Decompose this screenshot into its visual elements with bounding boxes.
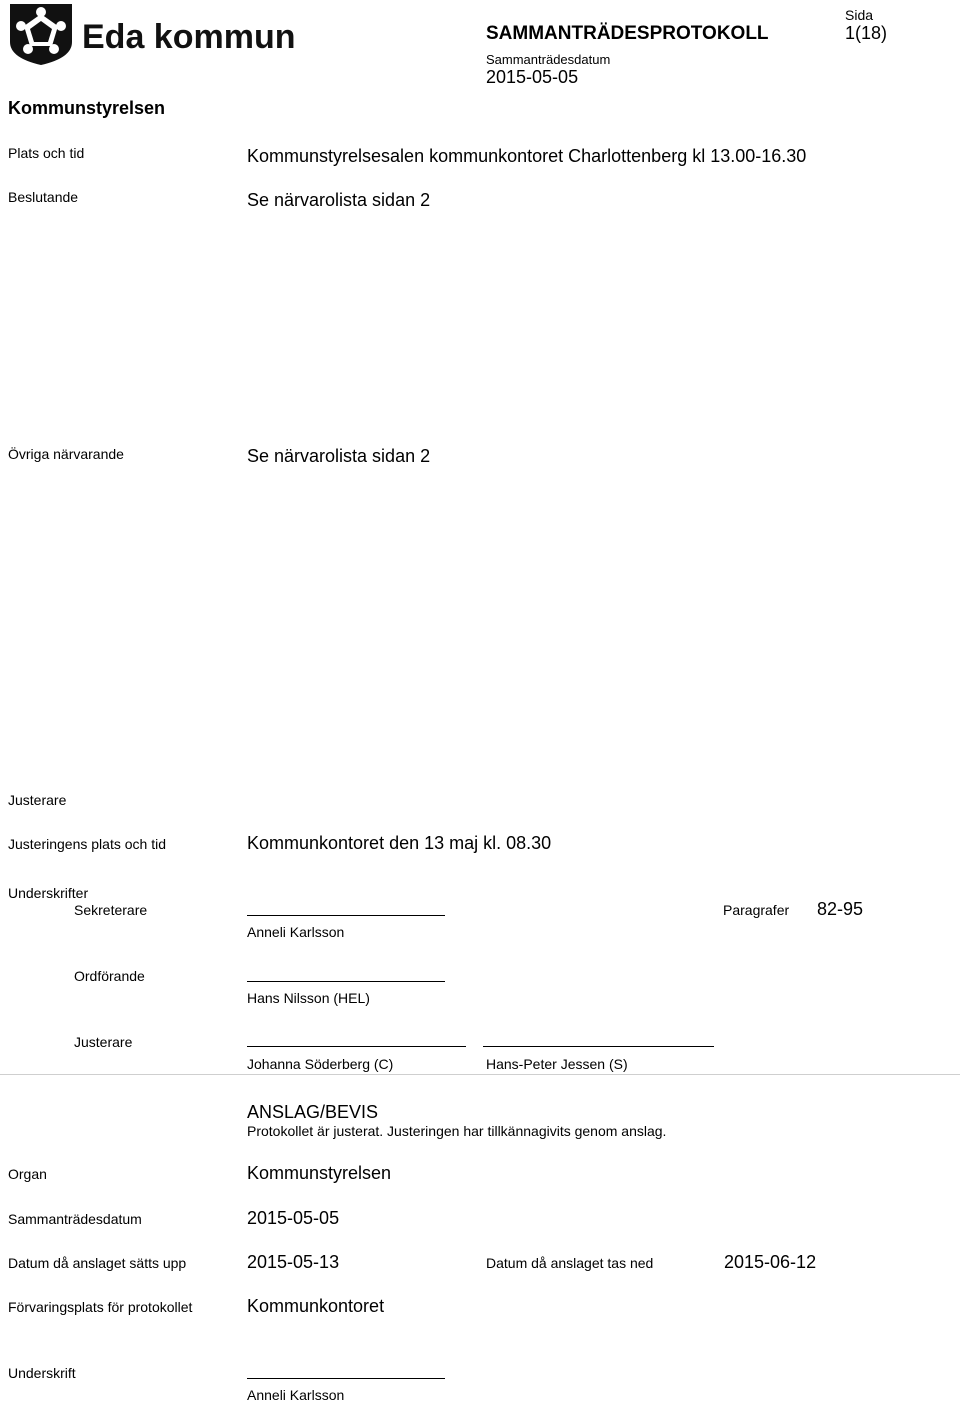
section-divider	[0, 1074, 960, 1075]
notice-organ-value: Kommunstyrelsen	[247, 1163, 392, 1183]
removed-date-label: Datum då anslaget tas ned	[486, 1255, 654, 1271]
place-label: Plats och tid	[8, 145, 85, 161]
notice-date-value: 2015-05-05	[247, 1208, 340, 1228]
coat-of-arms-icon	[10, 4, 72, 65]
removed-date-value: 2015-06-12	[724, 1252, 817, 1272]
adjusters-sign-label: Justerare	[74, 1034, 133, 1050]
signature-line	[247, 1378, 445, 1379]
posted-date-value: 2015-05-13	[247, 1252, 340, 1272]
page-label: Sida	[845, 7, 874, 23]
paragraphs-value: 82-95	[817, 899, 864, 919]
signatures-heading: Underskrifter	[8, 885, 89, 901]
adjuster-1-name: Johanna Söderberg (C)	[247, 1056, 394, 1072]
organ-heading: Kommunstyrelsen	[8, 98, 166, 118]
adjusters-label: Justerare	[8, 792, 67, 808]
others-label: Övriga närvarande	[8, 446, 124, 462]
deciding-value: Se närvarolista sidan 2	[247, 190, 431, 210]
meeting-date-label: Sammanträdesdatum	[486, 52, 611, 67]
eda-kommun-logo	[6, 2, 306, 66]
meeting-date-value: 2015-05-05	[486, 67, 579, 87]
signature-label: Underskrift	[8, 1365, 76, 1381]
adjust-place-value: Kommunkontoret den 13 maj kl. 08.30	[247, 833, 552, 853]
chair-name: Hans Nilsson (HEL)	[247, 990, 370, 1006]
chair-label: Ordförande	[74, 968, 145, 984]
signature-name: Anneli Karlsson	[247, 1387, 345, 1403]
secretary-label: Sekreterare	[74, 902, 148, 918]
storage-label: Förvaringsplats för protokollet	[8, 1299, 193, 1315]
notice-organ-label: Organ	[8, 1166, 47, 1182]
posted-date-label: Datum då anslaget sätts upp	[8, 1255, 187, 1271]
page-number: 1(18)	[845, 23, 888, 43]
chair-signature-line	[247, 981, 445, 982]
deciding-label: Beslutande	[8, 189, 79, 205]
adjuster-2-signature-line	[483, 1046, 714, 1047]
notice-text: Protokollet är justerat. Justeringen har tillkännagivits genom anslag.	[247, 1123, 667, 1139]
adjuster-1-signature-line	[247, 1046, 466, 1047]
logo-wordmark: Eda kommun	[82, 18, 296, 56]
paragraphs-label: Paragrafer	[723, 902, 790, 918]
secretary-signature-line	[247, 915, 445, 916]
adjust-place-label: Justeringens plats och tid	[8, 836, 166, 852]
others-value: Se närvarolista sidan 2	[247, 446, 431, 466]
adjuster-2-name: Hans-Peter Jessen (S)	[486, 1056, 628, 1072]
notice-title: ANSLAG/BEVIS	[247, 1102, 379, 1122]
notice-date-label: Sammanträdesdatum	[8, 1211, 142, 1227]
place-value: Kommunstyrelsesalen kommunkontoret Charlottenberg kl 13.00-16.30	[247, 146, 807, 166]
storage-value: Kommunkontoret	[247, 1296, 385, 1316]
document-title: SAMMANTRÄDESPROTOKOLL	[486, 23, 769, 44]
secretary-name: Anneli Karlsson	[247, 924, 345, 940]
